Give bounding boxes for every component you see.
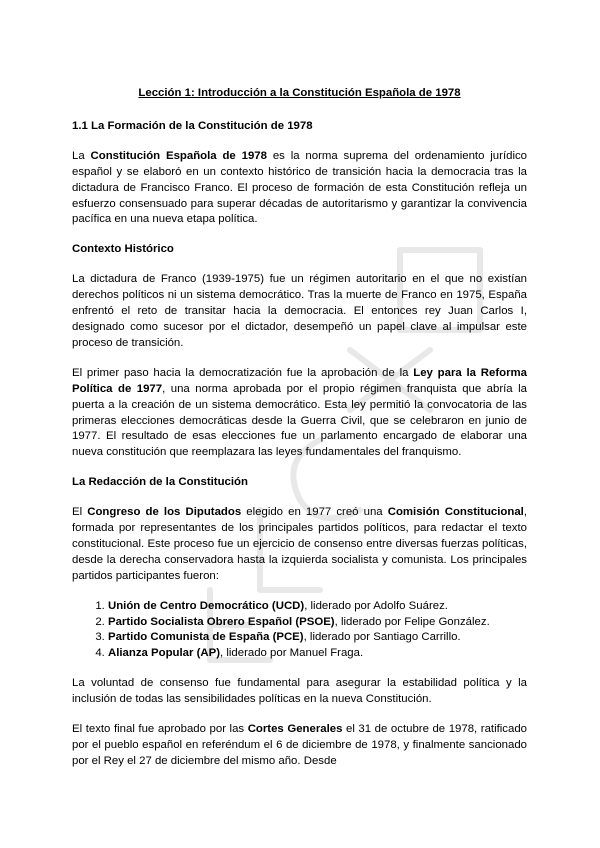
document-body (72, 86, 527, 784)
list-item: 4. Alianza Popular (AP), liderado por Manuel Fraga. (108, 646, 527, 662)
paragraph-contexto: La dictadura de Franco (1939-1975) fue un régimen autoritario en el que no existían derechos políticos ni un sistema democrático. Tras la muerte de Franco en 1975, España enfrentó el reto de transitar hacia la democracia. El entonces rey Juan Carlos I, designado como sucesor por el dictador, desempeñó un papel clave al impulsar este proceso de transición. (72, 273, 527, 349)
bold-term: Comisión Constitucional (387, 506, 524, 519)
list-item: 1. Unión de Centro Democrático (UCD), liderado por Adolfo Suárez. (108, 599, 527, 615)
paragraph-intro: La Constitución Española de 1978 es la norma suprema del ordenamiento jurídico español y se elaboró en un contexto histórico de transición hacia la democracia tras la dictadura de Francisco Franco. El proceso de formación de esta Constitución refleja un esfuerzo consensuado para superar décadas de autoritarismo y garantizar la convivencia pacífica en una nueva etapa política. (72, 149, 527, 226)
list-item: 2. Partido Socialista Obrero Español (PSOE), liderado por Felipe González. (108, 615, 527, 631)
bold-term: Constitución Española de 1978 (90, 149, 267, 162)
section-heading-formacion: 1.1 La Formación de la Constitución de 1978 (72, 119, 313, 132)
lesson-title: Lección 1: Introducción a la Constitución Española de 1978 (138, 87, 461, 99)
paragraph-aprobacion: El texto final fue aprobado por las Cortes Generales el 31 de octubre de 1978, ratificado por el pueblo español en referéndum el 6 de diciembre de 1978, y finalmente sancionado por el Rey el 27 de diciembre del mismo año. Desde (72, 723, 527, 767)
paragraph-ley-reforma: El primer paso hacia la democratización fue la aprobación de la Ley para la Reforma Política de 1977, una norma aprobada por el propio régimen franquista que abría la puerta a la creación de un sistema democrático. Esta ley permitió la convocatoria de las primeras elecciones democráticas desde la Guerra Civil, que se celebraron en junio de 1977. El resultado de esas elecciones fue un parlamento encargado de elaborar una nueva constitución que reemplazara las leyes fundamentales del franquismo. (72, 366, 527, 459)
parties-list (72, 599, 527, 663)
bold-term: Cortes Generales (247, 723, 343, 736)
bold-term: Ley para la Reforma Política de 1977 (72, 366, 527, 395)
paragraph-consenso: La voluntad de consenso fue fundamental para asegurar la estabilidad política y la inclusión de todas las sensibilidades políticas en la nueva Constitución. (72, 677, 527, 706)
paragraph-redaccion: El Congreso de los Diputados elegido en 1977 creó una Comisión Constitucional, formada por representantes de los principales partidos políticos, para redactar el texto constitucional. Este proceso fue un ejercicio de consenso entre diversas fuerzas políticas, desde la derecha conservadora hasta la izquierda socialista y comunista. Los principales partidos participantes fueron: (72, 506, 528, 582)
bold-term: Congreso de los Diputados (87, 506, 242, 519)
section-heading-redaccion: La Redacción de la Constitución (72, 476, 248, 489)
section-heading-contexto: Contexto Histórico (72, 243, 174, 256)
list-item: 3. Partido Comunista de España (PCE), liderado por Santiago Carrillo. (108, 630, 527, 646)
